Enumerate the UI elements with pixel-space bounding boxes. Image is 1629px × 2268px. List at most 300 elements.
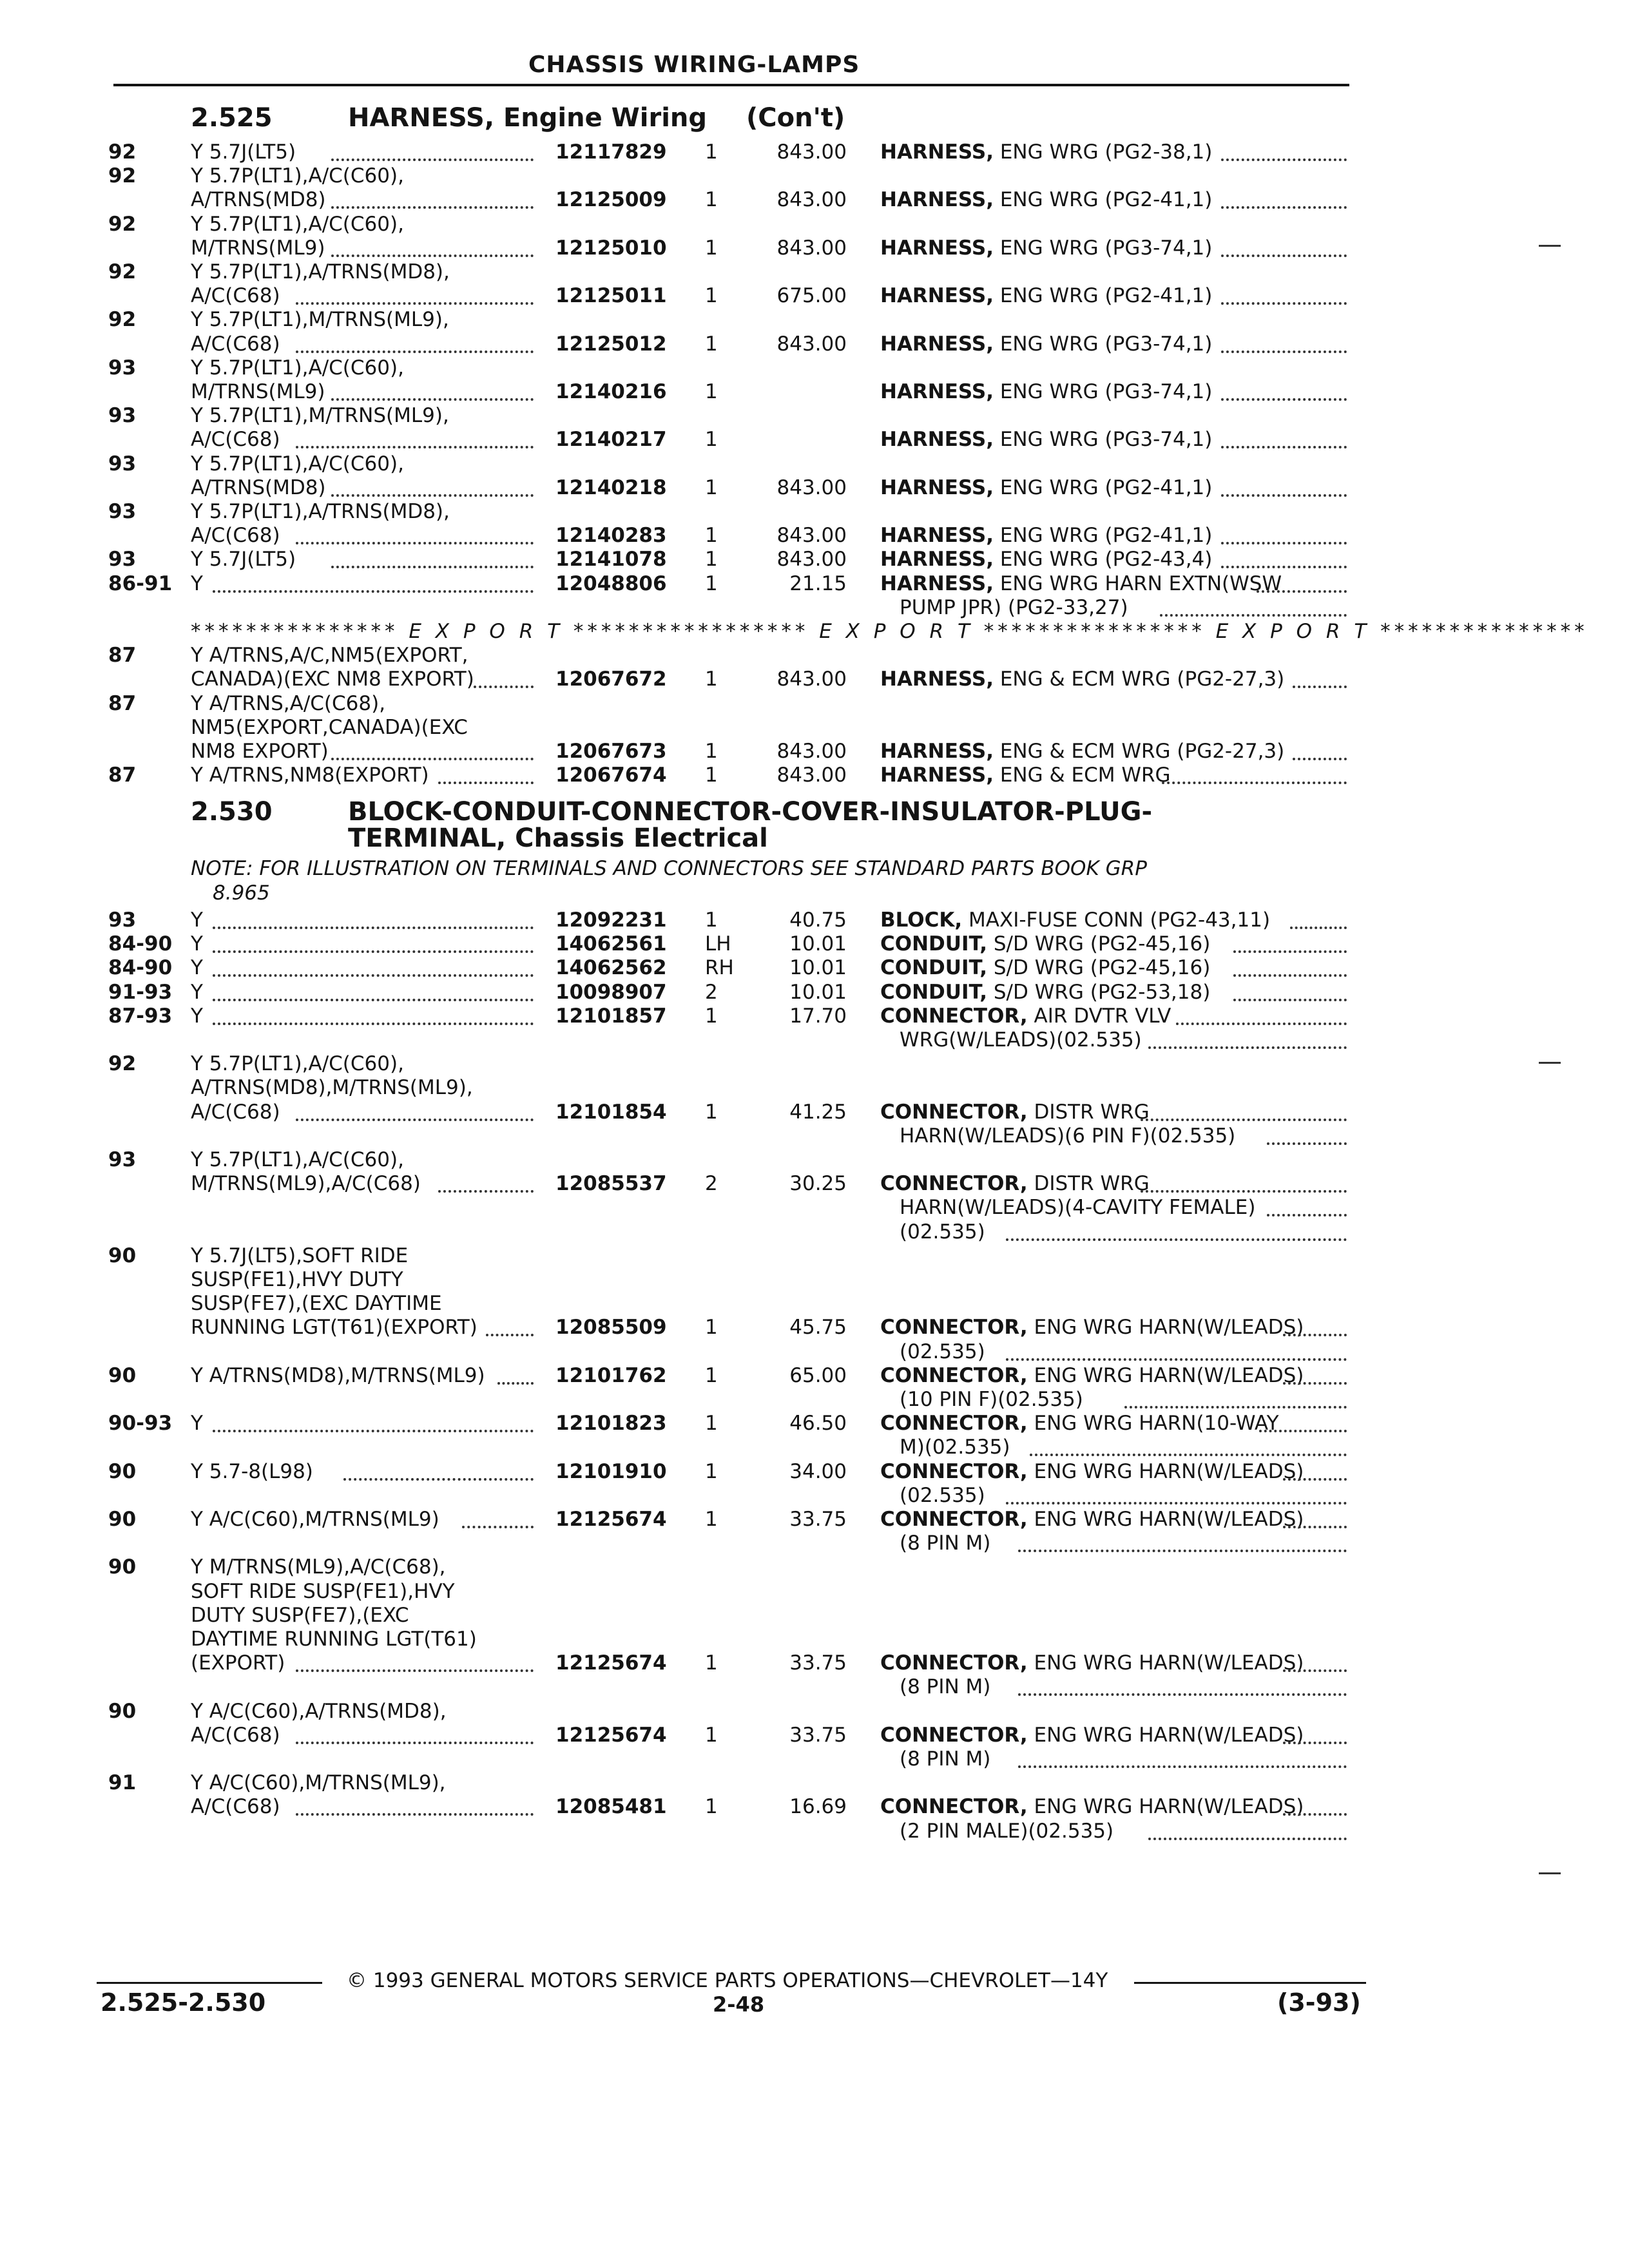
quantity: 1 [705, 140, 718, 164]
model-years: 87 [108, 691, 137, 715]
leader-dots [1148, 1046, 1347, 1049]
leader-dots [497, 1382, 534, 1385]
leader-dots [1221, 351, 1347, 353]
model-years: 84-90 [108, 956, 173, 980]
model-years: 93 [108, 356, 137, 380]
footer-section-ref: 2.525-2.530 [101, 1988, 266, 2017]
quantity: 1 [705, 1100, 718, 1124]
unit-price: 33.75 [789, 1508, 847, 1531]
leader-dots [1293, 686, 1347, 688]
page-title: CHASSIS WIRING-LAMPS [528, 52, 860, 78]
usage-description: Y [191, 980, 203, 1004]
footer-rule-right [1134, 1982, 1366, 1984]
usage-description: Y [191, 1412, 203, 1436]
part-modifier: ENG WRG (PG2-41,1) [993, 188, 1213, 212]
part-name-continued: PUMP JPR) (PG2-33,27) [900, 595, 1128, 619]
usage-description: Y 5.7J(LT5) [191, 140, 296, 164]
usage-description: Y A/C(C60),M/TRNS(ML9), [191, 1771, 446, 1795]
leader-dots [1221, 494, 1347, 497]
quantity: 1 [705, 188, 718, 212]
unit-price: 17.70 [789, 1004, 847, 1028]
model-years: 90 [108, 1508, 137, 1531]
usage-description: Y 5.7P(LT1),A/C(C60), [191, 452, 404, 476]
usage-description: (EXPORT) [191, 1651, 285, 1675]
model-years: 90-93 [108, 1412, 173, 1436]
part-modifier: ENG WRG (PG2-41,1) [993, 524, 1213, 548]
part-noun: HARNESS, [880, 740, 994, 763]
part-name [880, 668, 1284, 691]
usage-description: Y A/TRNS,NM8(EXPORT) [191, 764, 429, 787]
leader-dots [213, 927, 534, 929]
unit-price: 843.00 [776, 188, 847, 212]
unit-price: 33.75 [789, 1651, 847, 1675]
leader-dots [213, 590, 534, 593]
part-number: 12141078 [555, 548, 667, 572]
model-years: 90 [108, 1363, 137, 1387]
leader-dots [1283, 1382, 1347, 1385]
part-noun: HARNESS, [880, 284, 994, 308]
part-noun: CONDUIT, [880, 980, 987, 1004]
unit-price: 21.15 [789, 572, 847, 595]
part-noun: CONNECTOR, [880, 1651, 1028, 1675]
part-modifier: ENG & ECM WRG [993, 764, 1171, 787]
unit-price: 10.01 [789, 932, 847, 956]
usage-description: Y A/TRNS,A/C(C68), [191, 691, 386, 715]
part-noun: CONDUIT, [880, 932, 987, 956]
usage-description: Y 5.7P(LT1),A/TRNS(MD8), [191, 500, 450, 523]
leader-dots [331, 494, 534, 497]
usage-description: Y 5.7P(LT1),M/TRNS(ML9), [191, 404, 449, 428]
part-noun: HARNESS, [880, 476, 994, 499]
model-years: 91-93 [108, 980, 173, 1004]
unit-price: 843.00 [776, 332, 847, 356]
part-name [880, 236, 1212, 260]
part-number: 12067674 [555, 764, 667, 787]
copyright: © 1993 GENERAL MOTORS SERVICE PARTS OPERATIONS—CHEVROLET—14Y [347, 1969, 1108, 1992]
part-number: 12125674 [555, 1723, 667, 1747]
part-modifier: MAXI-FUSE CONN (PG2-43,11) [962, 908, 1271, 932]
leader-dots [296, 542, 534, 544]
part-name [880, 1724, 1304, 1747]
model-years: 87 [108, 764, 137, 787]
leader-dots [1162, 782, 1347, 784]
model-years: 86-91 [108, 572, 173, 595]
part-name [880, 1172, 1150, 1196]
part-noun: HARNESS, [880, 188, 994, 212]
revision-date: (3-93) [1277, 1988, 1361, 2017]
model-years: 93 [108, 548, 137, 572]
part-number: 12092231 [555, 908, 667, 932]
unit-price: 843.00 [776, 668, 847, 691]
leader-dots [1233, 974, 1347, 977]
quantity: 1 [705, 380, 718, 403]
part-name-continued: (02.535) [900, 1483, 985, 1507]
usage-description: CANADA)(EXC NM8 EXPORT) [191, 668, 474, 691]
part-modifier: ENG WRG (PG3-74,1) [993, 236, 1213, 260]
part-modifier: DISTR WRG [1027, 1172, 1150, 1196]
part-number: 12101762 [555, 1363, 667, 1387]
part-name [880, 1364, 1304, 1388]
leader-dots [1257, 590, 1347, 593]
quantity: 1 [705, 908, 718, 932]
part-noun: CONNECTOR, [880, 1459, 1028, 1483]
part-number: 12101854 [555, 1100, 667, 1124]
note-line1: NOTE: FOR ILLUSTRATION ON TERMINALS AND CONNECTORS SEE STANDARD PARTS BOOK GRP [191, 857, 1147, 880]
leader-dots [1290, 927, 1347, 929]
part-modifier: ENG WRG (PG2-38,1) [993, 140, 1213, 164]
model-years: 87-93 [108, 1004, 173, 1028]
model-years: 93 [108, 908, 137, 932]
quantity: 1 [705, 236, 718, 260]
leader-dots [1141, 1119, 1347, 1121]
leader-dots [213, 950, 534, 953]
model-years: 90 [108, 1244, 137, 1267]
part-modifier: ENG WRG HARN(W/LEADS) [1027, 1651, 1304, 1675]
part-noun: HARNESS, [880, 572, 994, 595]
leader-dots [213, 999, 534, 1001]
unit-price: 41.25 [789, 1100, 847, 1124]
part-noun: HARNESS, [880, 548, 994, 572]
usage-description: Y [191, 1004, 203, 1028]
usage-description: Y [191, 908, 203, 932]
part-name-continued: (8 PIN M) [900, 1675, 991, 1699]
usage-description: A/C(C68) [191, 1723, 280, 1747]
leader-dots [1006, 1358, 1347, 1361]
leader-dots [1124, 1406, 1347, 1408]
model-years: 92 [108, 212, 137, 236]
leader-dots [1221, 446, 1347, 448]
leader-dots [1221, 398, 1347, 401]
part-noun: HARNESS, [880, 140, 994, 164]
unit-price: 46.50 [789, 1412, 847, 1436]
part-modifier: ENG WRG HARN(W/LEADS) [1027, 1316, 1304, 1340]
usage-description: Y 5.7P(LT1),A/C(C60), [191, 164, 404, 188]
part-modifier: ENG WRG HARN EXTN(WSW [993, 572, 1282, 595]
quantity: 1 [705, 524, 718, 548]
leader-dots [1018, 1693, 1347, 1696]
model-years: 87 [108, 644, 137, 668]
quantity: 2 [705, 980, 718, 1004]
model-years: 93 [108, 452, 137, 476]
part-name [880, 188, 1212, 212]
leader-dots [1221, 542, 1347, 544]
export-banner: *************** E X P O R T ***************** E X P O R T **************** E X P O R T *************** [191, 620, 1588, 643]
leader-dots [1283, 1669, 1347, 1672]
part-number: 12101823 [555, 1412, 667, 1436]
footer-rule-left [97, 1982, 322, 1984]
unit-price: 675.00 [776, 284, 847, 308]
part-name [880, 524, 1212, 548]
section-1-cont: (Con't) [746, 103, 845, 133]
part-name [880, 1460, 1304, 1484]
part-number: 12125010 [555, 236, 667, 260]
part-modifier: S/D WRG (PG2-45,16) [987, 956, 1211, 980]
part-name [880, 981, 1210, 1004]
part-noun: HARNESS, [880, 380, 994, 403]
leader-dots [331, 566, 534, 568]
quantity: 2 [705, 1172, 718, 1196]
quantity: 1 [705, 1316, 718, 1340]
usage-description: Y [191, 572, 203, 595]
leader-dots [296, 446, 534, 448]
part-number: 12085537 [555, 1172, 667, 1196]
leader-dots [1233, 999, 1347, 1001]
part-modifier: DISTR WRG [1027, 1100, 1150, 1124]
usage-description: Y 5.7P(LT1),A/C(C60), [191, 1148, 404, 1171]
part-number: 12140216 [555, 380, 667, 403]
usage-description: DAYTIME RUNNING LGT(T61) [191, 1628, 477, 1651]
usage-description: A/C(C68) [191, 332, 280, 356]
usage-description: M/TRNS(ML9) [191, 236, 325, 260]
part-noun: HARNESS, [880, 332, 994, 356]
part-noun: CONNECTOR, [880, 1508, 1028, 1531]
model-years: 92 [108, 308, 137, 332]
part-noun: CONNECTOR, [880, 1100, 1028, 1124]
usage-description: Y 5.7J(LT5) [191, 548, 296, 572]
usage-description: Y 5.7P(LT1),A/C(C60), [191, 356, 404, 380]
unit-price: 16.69 [789, 1795, 847, 1819]
usage-description: Y M/TRNS(ML9),A/C(C68), [191, 1555, 446, 1579]
leader-dots [1283, 1526, 1347, 1528]
usage-description: Y A/TRNS,A/C,NM5(EXPORT, [191, 644, 468, 668]
usage-description: M/TRNS(ML9),A/C(C68) [191, 1172, 421, 1196]
leader-dots [1018, 1550, 1347, 1552]
part-name [880, 428, 1212, 452]
part-modifier: ENG WRG (PG2-41,1) [993, 284, 1213, 308]
leader-dots [213, 1023, 534, 1025]
part-number: 12140218 [555, 476, 667, 499]
part-modifier: S/D WRG (PG2-53,18) [987, 980, 1211, 1004]
part-name [880, 572, 1282, 596]
model-years: 84-90 [108, 932, 173, 956]
part-name-continued: HARN(W/LEADS)(6 PIN F)(02.535) [900, 1124, 1236, 1148]
part-name [880, 140, 1212, 164]
part-number: 12067673 [555, 740, 667, 763]
part-name [880, 764, 1171, 787]
part-name-continued: (8 PIN M) [900, 1532, 991, 1555]
title-rule [113, 84, 1349, 86]
leader-dots [331, 255, 534, 257]
part-modifier: ENG WRG HARN(W/LEADS) [1027, 1723, 1304, 1747]
leader-dots [296, 1669, 534, 1672]
quantity: 1 [705, 548, 718, 572]
part-name-continued: M)(02.535) [900, 1436, 1010, 1459]
part-modifier: AIR DVTR VLV [1027, 1004, 1171, 1028]
model-years: 92 [108, 164, 137, 188]
model-years: 92 [108, 1052, 137, 1076]
leader-dots [1283, 1334, 1347, 1336]
section-2-number: 2.530 [191, 797, 273, 827]
leader-dots [331, 398, 534, 401]
unit-price: 10.01 [789, 980, 847, 1004]
model-years: 93 [108, 404, 137, 428]
unit-price: 843.00 [776, 524, 847, 548]
quantity: 1 [705, 572, 718, 595]
leader-dots [1283, 1742, 1347, 1744]
leader-dots [331, 206, 534, 209]
quantity: 1 [705, 1412, 718, 1436]
part-modifier: ENG WRG HARN(W/LEADS) [1027, 1459, 1304, 1483]
part-name-continued: WRG(W/LEADS)(02.535) [900, 1028, 1142, 1052]
quantity: 1 [705, 1363, 718, 1387]
part-number: 12140217 [555, 428, 667, 452]
part-number: 12117829 [555, 140, 667, 164]
part-number: 12067672 [555, 668, 667, 691]
usage-description: Y 5.7P(LT1),M/TRNS(ML9), [191, 308, 449, 332]
part-name [880, 1004, 1171, 1028]
usage-description: A/C(C68) [191, 524, 280, 548]
part-noun: CONNECTOR, [880, 1723, 1028, 1747]
leader-dots [1141, 1190, 1347, 1193]
usage-description: Y 5.7P(LT1),A/C(C60), [191, 212, 404, 236]
part-name [880, 1316, 1304, 1340]
part-number: 12085481 [555, 1795, 667, 1819]
quantity: 1 [705, 764, 718, 787]
leader-dots [1221, 566, 1347, 568]
leader-dots [1221, 255, 1347, 257]
usage-description: RUNNING LGT(T61)(EXPORT) [191, 1316, 477, 1340]
part-noun: HARNESS, [880, 524, 994, 548]
part-name [880, 1100, 1150, 1124]
section-1-title: HARNESS, Engine Wiring [348, 103, 708, 133]
leader-dots [1221, 206, 1347, 209]
usage-description: Y A/C(C60),M/TRNS(ML9) [191, 1508, 439, 1531]
part-noun: HARNESS, [880, 764, 994, 787]
quantity: 1 [705, 1795, 718, 1819]
part-number: 12125011 [555, 284, 667, 308]
usage-description: Y A/C(C60),A/TRNS(MD8), [191, 1699, 447, 1723]
part-number: 12125674 [555, 1508, 667, 1531]
part-name-continued: (02.535) [900, 1340, 985, 1363]
part-name-continued: (8 PIN M) [900, 1747, 991, 1771]
leader-dots [1233, 950, 1347, 953]
unit-price: 843.00 [776, 740, 847, 763]
part-modifier: S/D WRG (PG2-45,16) [987, 932, 1211, 956]
leader-dots [438, 782, 534, 784]
leader-dots [1283, 1478, 1347, 1481]
model-years: 90 [108, 1555, 137, 1579]
quantity: 1 [705, 740, 718, 763]
part-number: 10098907 [555, 980, 667, 1004]
usage-description: DUTY SUSP(FE7),(EXC [191, 1603, 409, 1627]
part-number: 14062561 [555, 932, 667, 956]
section-2-title-line2: TERMINAL, Chassis Electrical [348, 823, 768, 853]
part-modifier: ENG WRG HARN(W/LEADS) [1027, 1508, 1304, 1531]
part-modifier: ENG WRG (PG3-74,1) [993, 428, 1213, 452]
usage-description: Y 5.7J(LT5),SOFT RIDE [191, 1244, 409, 1267]
usage-description: Y [191, 956, 203, 980]
part-modifier: ENG WRG (PG3-74,1) [993, 332, 1213, 356]
model-years: 92 [108, 260, 137, 284]
part-name [880, 332, 1212, 356]
part-noun: CONNECTOR, [880, 1412, 1028, 1436]
leader-dots [213, 974, 534, 977]
part-noun: CONNECTOR, [880, 1172, 1028, 1196]
leader-dots [1259, 1430, 1347, 1432]
part-name [880, 1412, 1279, 1436]
usage-description: Y 5.7-8(L98) [191, 1459, 313, 1483]
leader-dots [296, 351, 534, 353]
usage-description: A/TRNS(MD8) [191, 476, 326, 499]
quantity: 1 [705, 1508, 718, 1531]
model-years: 90 [108, 1699, 137, 1723]
quantity: 1 [705, 1723, 718, 1747]
usage-description: Y 5.7P(LT1),A/TRNS(MD8), [191, 260, 450, 284]
leader-dots [1221, 302, 1347, 305]
leader-dots [331, 159, 534, 161]
part-modifier: ENG WRG HARN(10-WAY [1027, 1412, 1279, 1436]
model-years: 90 [108, 1459, 137, 1483]
part-noun: CONNECTOR, [880, 1004, 1028, 1028]
part-name-continued: HARN(W/LEADS)(4-CAVITY FEMALE) [900, 1196, 1256, 1220]
part-noun: CONNECTOR, [880, 1316, 1028, 1340]
part-name [880, 476, 1212, 500]
margin-tick [1539, 1062, 1561, 1064]
usage-description: Y [191, 932, 203, 956]
part-name [880, 932, 1210, 956]
margin-tick [1539, 245, 1561, 247]
part-noun: BLOCK, [880, 908, 963, 932]
quantity: 1 [705, 428, 718, 452]
usage-description: SUSP(FE1),HVY DUTY [191, 1268, 403, 1291]
part-name [880, 1508, 1304, 1532]
leader-dots [486, 1334, 534, 1336]
leader-dots [1176, 1023, 1347, 1025]
part-modifier: ENG & ECM WRG (PG2-27,3) [993, 740, 1285, 763]
unit-price: 45.75 [789, 1316, 847, 1340]
section-1-number: 2.525 [191, 103, 273, 133]
unit-price: 40.75 [789, 908, 847, 932]
unit-price: 34.00 [789, 1459, 847, 1483]
part-name-continued: (2 PIN MALE)(02.535) [900, 1819, 1114, 1843]
part-noun: HARNESS, [880, 668, 994, 691]
part-modifier: ENG WRG (PG3-74,1) [993, 380, 1213, 403]
part-name [880, 284, 1212, 308]
part-name-continued: (02.535) [900, 1220, 985, 1244]
part-number: 12101857 [555, 1004, 667, 1028]
leader-dots [1160, 614, 1347, 617]
unit-price: 10.01 [789, 956, 847, 980]
model-years: 93 [108, 1148, 137, 1171]
part-number: 12101910 [555, 1459, 667, 1483]
part-number: 12125674 [555, 1651, 667, 1675]
unit-price: 843.00 [776, 476, 847, 499]
quantity: 1 [705, 1459, 718, 1483]
quantity: 1 [705, 284, 718, 308]
unit-price: 843.00 [776, 236, 847, 260]
part-modifier: ENG WRG (PG2-41,1) [993, 476, 1213, 499]
part-name [880, 908, 1270, 932]
part-name [880, 1651, 1304, 1675]
leader-dots [213, 1430, 534, 1432]
leader-dots [296, 1742, 534, 1744]
leader-dots [296, 302, 534, 305]
quantity: LH [705, 932, 731, 956]
leader-dots [1267, 1142, 1347, 1145]
leader-dots [1283, 1813, 1347, 1816]
model-years: 91 [108, 1771, 137, 1795]
quantity: 1 [705, 1004, 718, 1028]
leader-dots [438, 1190, 534, 1193]
part-number: 12125009 [555, 188, 667, 212]
usage-description: A/C(C68) [191, 284, 280, 308]
leader-dots [1006, 1238, 1347, 1241]
part-noun: HARNESS, [880, 428, 994, 452]
usage-description: A/C(C68) [191, 1100, 280, 1124]
note-line2: 8.965 [213, 881, 270, 905]
part-modifier: ENG & ECM WRG (PG2-27,3) [993, 668, 1285, 691]
leader-dots [296, 1813, 534, 1816]
